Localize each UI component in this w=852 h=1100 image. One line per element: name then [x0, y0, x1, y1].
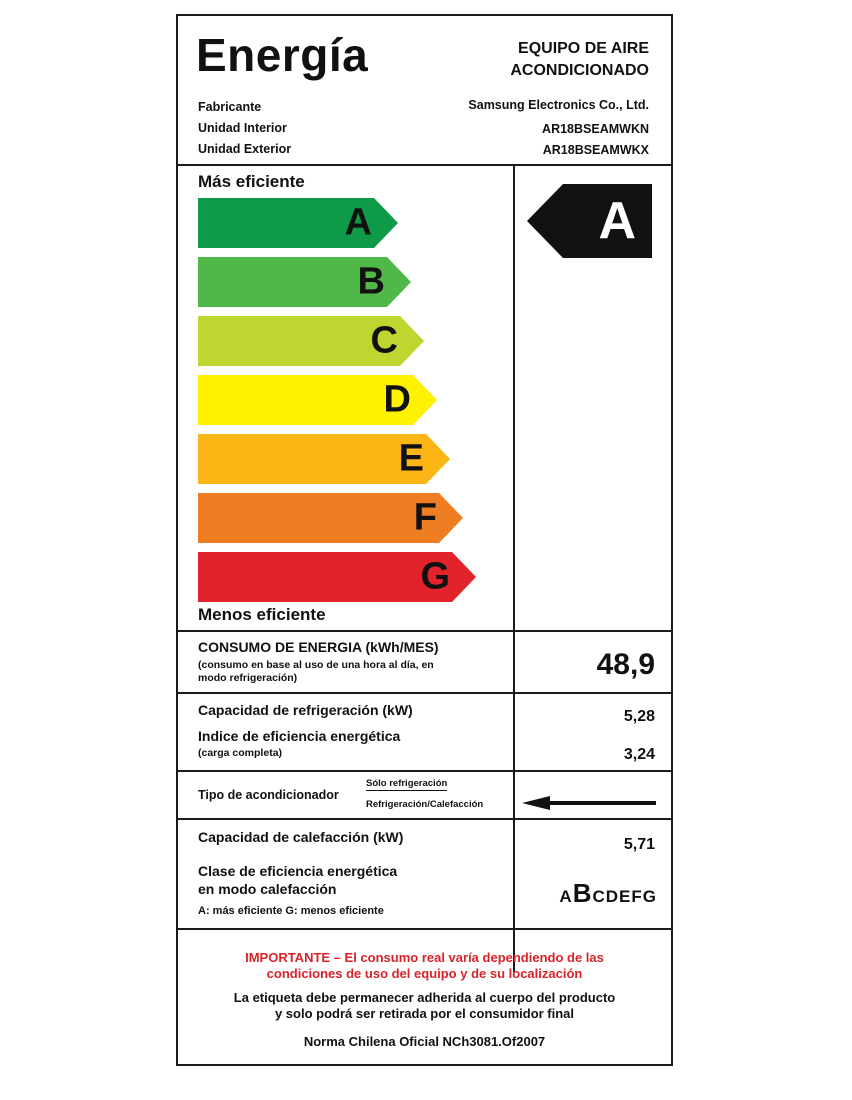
consumption-value: 48,9 [596, 648, 655, 681]
unit-type-option-heatpump: Refrigeración/Calefacción [366, 799, 484, 810]
efficiency-index-label: Indice de eficiencia energética [198, 728, 401, 744]
equipment-type-line1: EQUIPO DE AIRE [518, 40, 649, 57]
divider [178, 164, 671, 166]
cooling-capacity-value: 5,28 [623, 708, 655, 725]
outdoor-unit-label: Unidad Exterior [198, 142, 292, 156]
heating-class-label-line1: Clase de eficiencia energética [198, 863, 398, 879]
important-notice [178, 950, 671, 982]
consumption-note-line1: (consumo en base al uso de una hora al día, en [198, 659, 434, 671]
divider [178, 770, 671, 772]
efficiency-index-note: (carga completa) [198, 747, 283, 759]
outdoor-unit-value: AR18BSEAMWKX [542, 143, 649, 157]
indoor-unit-value: AR18BSEAMWKN [542, 122, 649, 136]
efficiency-index-value: 3,24 [623, 746, 655, 763]
label-title: Energía [196, 29, 369, 81]
notice-line1: La etiqueta debe permanecer adherida al cuerpo del producto [233, 990, 616, 1005]
consumption-note-line2: modo refrigeración) [198, 672, 298, 684]
heating-class-note: A: más eficiente G: menos eficiente [198, 905, 384, 917]
column-divider [513, 164, 515, 972]
label-notice [178, 990, 671, 1022]
rated-class-indicator [527, 184, 652, 258]
heating-class-letter: G [642, 887, 657, 906]
efficiency-bar-letter: B [357, 260, 385, 303]
rated-class-letter: A [598, 192, 636, 250]
equipment-type-line2: ACONDICIONADO [510, 62, 649, 79]
heating-class-letter: D [605, 887, 620, 906]
scale-top-label: Más eficiente [198, 172, 305, 191]
efficiency-bar-e [198, 434, 450, 484]
heating-class-scale [559, 878, 657, 909]
divider [178, 630, 671, 632]
heating-class-letter: B [572, 878, 593, 908]
efficiency-bar-c [198, 316, 424, 366]
efficiency-bar-letter: C [370, 319, 398, 362]
efficiency-bar-b [198, 257, 411, 307]
cooling-capacity-label: Capacidad de refrigeración (kW) [198, 702, 413, 718]
heating-class-letter: A [559, 887, 573, 906]
divider [178, 928, 671, 930]
important-line1: IMPORTANTE – El consumo real varía dependiendo de las [245, 950, 604, 965]
consumption-note [198, 659, 434, 685]
efficiency-bar-letter: F [413, 496, 437, 539]
notice-line2: y solo podrá ser retirada por el consumidor final [274, 1006, 575, 1021]
heating-class-letter: C [592, 887, 606, 906]
efficiency-bar-letter: D [383, 378, 411, 421]
consumption-title: CONSUMO DE ENERGIA (kWh/MES) [198, 639, 439, 655]
equipment-type [510, 38, 649, 82]
energy-label [176, 14, 673, 1066]
norm-reference: Norma Chilena Oficial NCh3081.Of2007 [303, 1034, 546, 1049]
efficiency-bar-f [198, 493, 463, 543]
unit-type-label: Tipo de acondicionador [198, 788, 339, 802]
efficiency-bar-letter: G [420, 555, 450, 598]
scale-bottom-label: Menos eficiente [198, 605, 326, 624]
heating-capacity-label: Capacidad de calefacción (kW) [198, 829, 404, 845]
efficiency-bar-d [198, 375, 437, 425]
selected-type-arrow [522, 794, 658, 812]
heating-class-label [198, 862, 397, 898]
divider [178, 692, 671, 694]
heating-class-letter: E [619, 887, 632, 906]
divider [178, 818, 671, 820]
heating-class-label-line2: en modo calefacción [198, 881, 337, 897]
unit-type-option-cooling: Sólo refrigeración [366, 778, 448, 789]
heating-class-letter: F [631, 887, 643, 906]
efficiency-bar-g [198, 552, 476, 602]
manufacturer-label: Fabricante [198, 100, 262, 114]
manufacturer-value: Samsung Electronics Co., Ltd. [468, 98, 649, 112]
indoor-unit-label: Unidad Interior [198, 121, 287, 135]
important-line2: condiciones de uso del equipo y de su localización [266, 966, 583, 981]
efficiency-bar-letter: A [344, 201, 372, 244]
efficiency-bar-a [198, 198, 398, 248]
efficiency-bar-letter: E [398, 437, 424, 480]
heating-capacity-value: 5,71 [623, 836, 655, 853]
